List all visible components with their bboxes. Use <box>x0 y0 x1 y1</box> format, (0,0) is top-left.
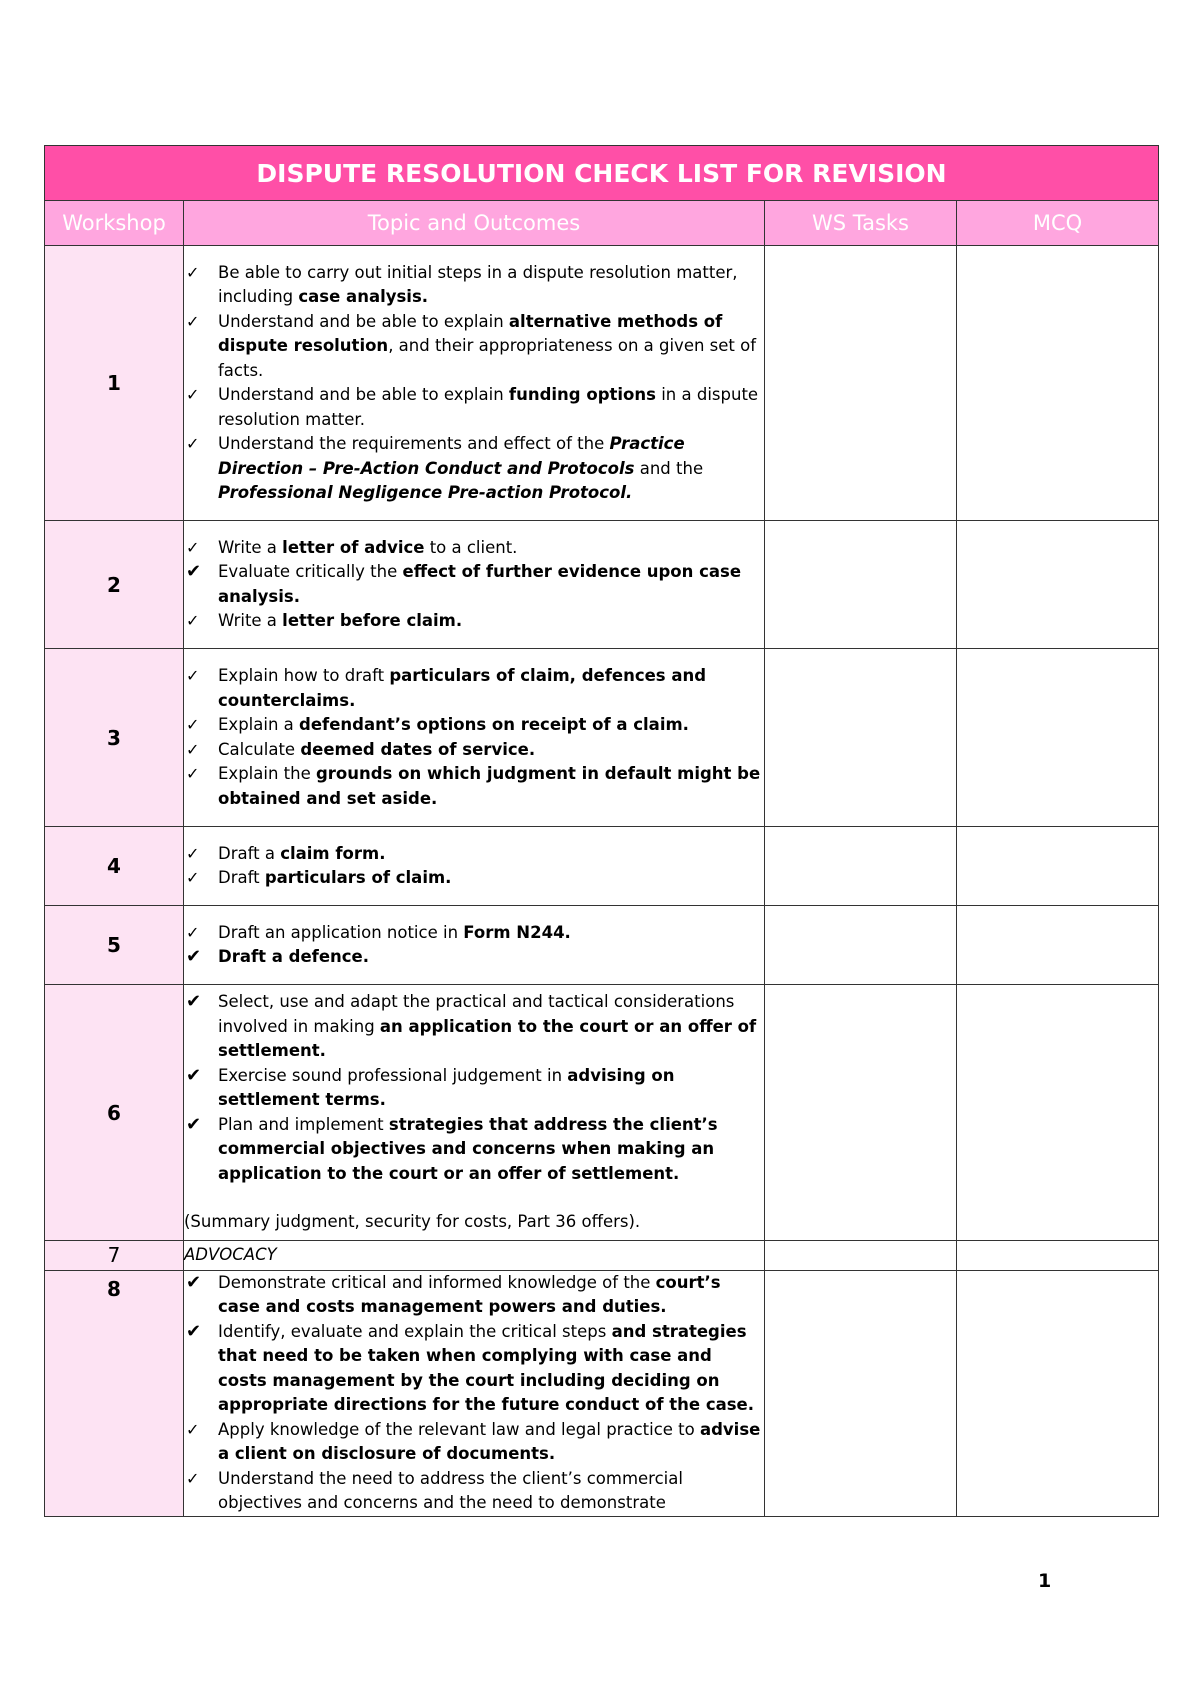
outcome-item <box>184 921 764 946</box>
workshop-number: 7 <box>45 1241 184 1271</box>
workshop-number: 3 <box>45 649 184 827</box>
outcome-item <box>184 560 764 609</box>
checkmark-icon: ✓ <box>186 739 200 759</box>
outcome-list <box>184 664 764 811</box>
topic-cell <box>184 827 765 906</box>
outcome-list <box>184 921 764 970</box>
outcome-item <box>184 383 764 432</box>
page-number: 1 <box>1038 1570 1052 1592</box>
outcome-text: Draft a defence. <box>218 947 370 966</box>
mcq-cell <box>957 649 1159 827</box>
topic-cell <box>184 246 765 521</box>
checkmark-icon: ✓ <box>186 262 200 282</box>
outcome-item <box>184 1467 764 1516</box>
outcome-item <box>184 713 764 738</box>
outcome-item <box>184 945 764 970</box>
outcome-text: Evaluate critically the effect of further evidence upon case analysis. <box>218 562 742 606</box>
checkmark-icon: ✓ <box>186 434 200 453</box>
mcq-cell <box>957 827 1159 906</box>
workshop-number: 2 <box>45 521 184 649</box>
outcome-text: Understand and be able to explain alternative methods of dispute resolution, and their appropriateness on a given set of facts. <box>218 311 757 380</box>
outcome-text: Be able to carry out initial steps in a dispute resolution matter, including case analysis. <box>218 262 738 306</box>
checkmark-icon: ✓ <box>186 666 200 685</box>
checkmark-icon: ✔ <box>186 561 202 582</box>
checkmark-icon: ✓ <box>186 922 200 942</box>
checkmark-icon: ✓ <box>186 311 200 331</box>
outcome-text: Calculate deemed dates of service. <box>218 739 536 759</box>
outcome-list <box>184 1271 764 1516</box>
ws-tasks-cell <box>765 906 957 985</box>
checkmark-icon: ✔ <box>186 1320 202 1342</box>
topic-cell <box>184 649 765 827</box>
outcome-list <box>184 990 764 1186</box>
workshop-number: 6 <box>45 985 184 1241</box>
checkmark-icon: ✓ <box>186 537 200 557</box>
table-row <box>45 827 1159 906</box>
outcome-item <box>184 261 764 310</box>
checkmark-icon: ✓ <box>186 1468 200 1488</box>
outcome-item <box>184 664 764 713</box>
outcome-text: Identify, evaluate and explain the critical steps and strategies that need to be taken when complying with case and costs management by the court including deciding on appropriate directions for the future conduct of the case. <box>218 1321 755 1414</box>
ws-tasks-cell <box>765 521 957 649</box>
outcome-item <box>184 1271 764 1320</box>
ws-tasks-cell <box>765 827 957 906</box>
checkmark-icon: ✓ <box>186 385 200 404</box>
checkmark-icon: ✓ <box>186 764 200 783</box>
table-row <box>45 521 1159 649</box>
outcome-item <box>184 1418 764 1467</box>
checklist-table <box>44 145 1159 1517</box>
table-row <box>45 649 1159 827</box>
checkmark-icon: ✓ <box>186 1419 200 1439</box>
workshop-number: 1 <box>45 246 184 521</box>
outcome-text: Exercise sound professional judgement in advising on settlement terms. <box>218 1065 675 1110</box>
outcome-text: Write a letter of advice to a client. <box>218 537 518 557</box>
outcome-list <box>184 261 764 506</box>
outcome-text: Draft an application notice in Form N244. <box>218 922 571 942</box>
outcome-text: Understand the need to address the client’s commercial objectives and concerns and the need to demonstrate <box>218 1468 683 1512</box>
outcome-item <box>184 842 764 867</box>
outcome-item <box>184 762 764 811</box>
table-row <box>45 985 1159 1241</box>
checkmark-icon: ✓ <box>186 715 200 734</box>
header-topic: Topic and Outcomes <box>184 201 765 246</box>
header-workshop: Workshop <box>45 201 184 246</box>
header-mcq: MCQ <box>957 201 1159 246</box>
outcome-item <box>184 1113 764 1187</box>
checkmark-icon: ✓ <box>186 611 200 630</box>
outcome-item <box>184 1064 764 1113</box>
mcq-cell <box>957 1270 1159 1516</box>
table-row <box>45 246 1159 521</box>
outcome-text: Explain the grounds on which judgment in default might be obtained and set aside. <box>218 764 761 808</box>
ws-tasks-cell <box>765 1241 957 1271</box>
table-title: DISPUTE RESOLUTION CHECK LIST FOR REVISION <box>45 146 1159 201</box>
table-row <box>45 1241 1159 1271</box>
workshop-number: 4 <box>45 827 184 906</box>
outcome-note: (Summary judgment, security for costs, Part 36 offers). <box>184 1212 641 1232</box>
topic-cell <box>184 1270 765 1516</box>
outcome-item <box>184 609 764 634</box>
outcome-text: Demonstrate critical and informed knowledge of the court’s case and costs management powers and duties. <box>218 1272 721 1316</box>
mcq-cell <box>957 521 1159 649</box>
ws-tasks-cell <box>765 985 957 1241</box>
outcome-item <box>184 536 764 561</box>
checkmark-icon: ✔ <box>186 991 202 1013</box>
mcq-cell <box>957 906 1159 985</box>
outcome-item <box>184 738 764 763</box>
outcome-list <box>184 536 764 634</box>
topic-cell <box>184 521 765 649</box>
outcome-list <box>184 842 764 891</box>
checkmark-icon: ✓ <box>186 843 200 863</box>
outcome-item <box>184 432 764 506</box>
topic-cell <box>184 985 765 1241</box>
table-row <box>45 906 1159 985</box>
outcome-item <box>184 310 764 384</box>
ws-tasks-cell <box>765 649 957 827</box>
mcq-cell <box>957 1241 1159 1271</box>
outcome-item <box>184 1320 764 1418</box>
ws-tasks-cell <box>765 246 957 521</box>
outcome-text: Plan and implement strategies that address the client’s commercial objectives and concerns when making an application to the court or an offer of settlement. <box>218 1114 718 1183</box>
outcome-text: Explain a defendant’s options on receipt of a claim. <box>218 715 689 734</box>
outcome-text: Draft particulars of claim. <box>218 868 452 887</box>
outcome-item <box>184 866 764 891</box>
workshop-number: 8 <box>45 1270 184 1516</box>
workshop-number: 5 <box>45 906 184 985</box>
checkmark-icon: ✔ <box>186 1064 202 1086</box>
mcq-cell <box>957 246 1159 521</box>
outcome-text: Draft a claim form. <box>218 843 386 863</box>
checkmark-icon: ✓ <box>186 868 200 887</box>
outcome-item <box>184 990 764 1064</box>
outcome-text: Explain how to draft particulars of claim, defences and counterclaims. <box>218 666 707 710</box>
outcome-text: Understand and be able to explain funding options in a dispute resolution matter. <box>218 385 759 429</box>
checkmark-icon: ✔ <box>186 1271 202 1293</box>
outcome-text: Select, use and adapt the practical and tactical considerations involved in making an application to the court or an offer of settlement. <box>218 992 757 1061</box>
outcome-text: Write a letter before claim. <box>218 611 463 630</box>
ws-tasks-cell <box>765 1270 957 1516</box>
table-row <box>45 1270 1159 1516</box>
mcq-cell <box>957 985 1159 1241</box>
outcome-text: Apply knowledge of the relevant law and legal practice to advise a client on disclosure of documents. <box>218 1419 761 1463</box>
checkmark-icon: ✔ <box>186 1113 202 1135</box>
topic-cell <box>184 906 765 985</box>
header-ws-tasks: WS Tasks <box>765 201 957 246</box>
outcome-text: Understand the requirements and effect of the Practice Direction – Pre-Action Conduct and Protocols and the Professional Negligence Pre-action Protocol. <box>218 434 704 502</box>
topic-cell: ADVOCACY <box>184 1241 765 1271</box>
checkmark-icon: ✔ <box>186 946 202 967</box>
